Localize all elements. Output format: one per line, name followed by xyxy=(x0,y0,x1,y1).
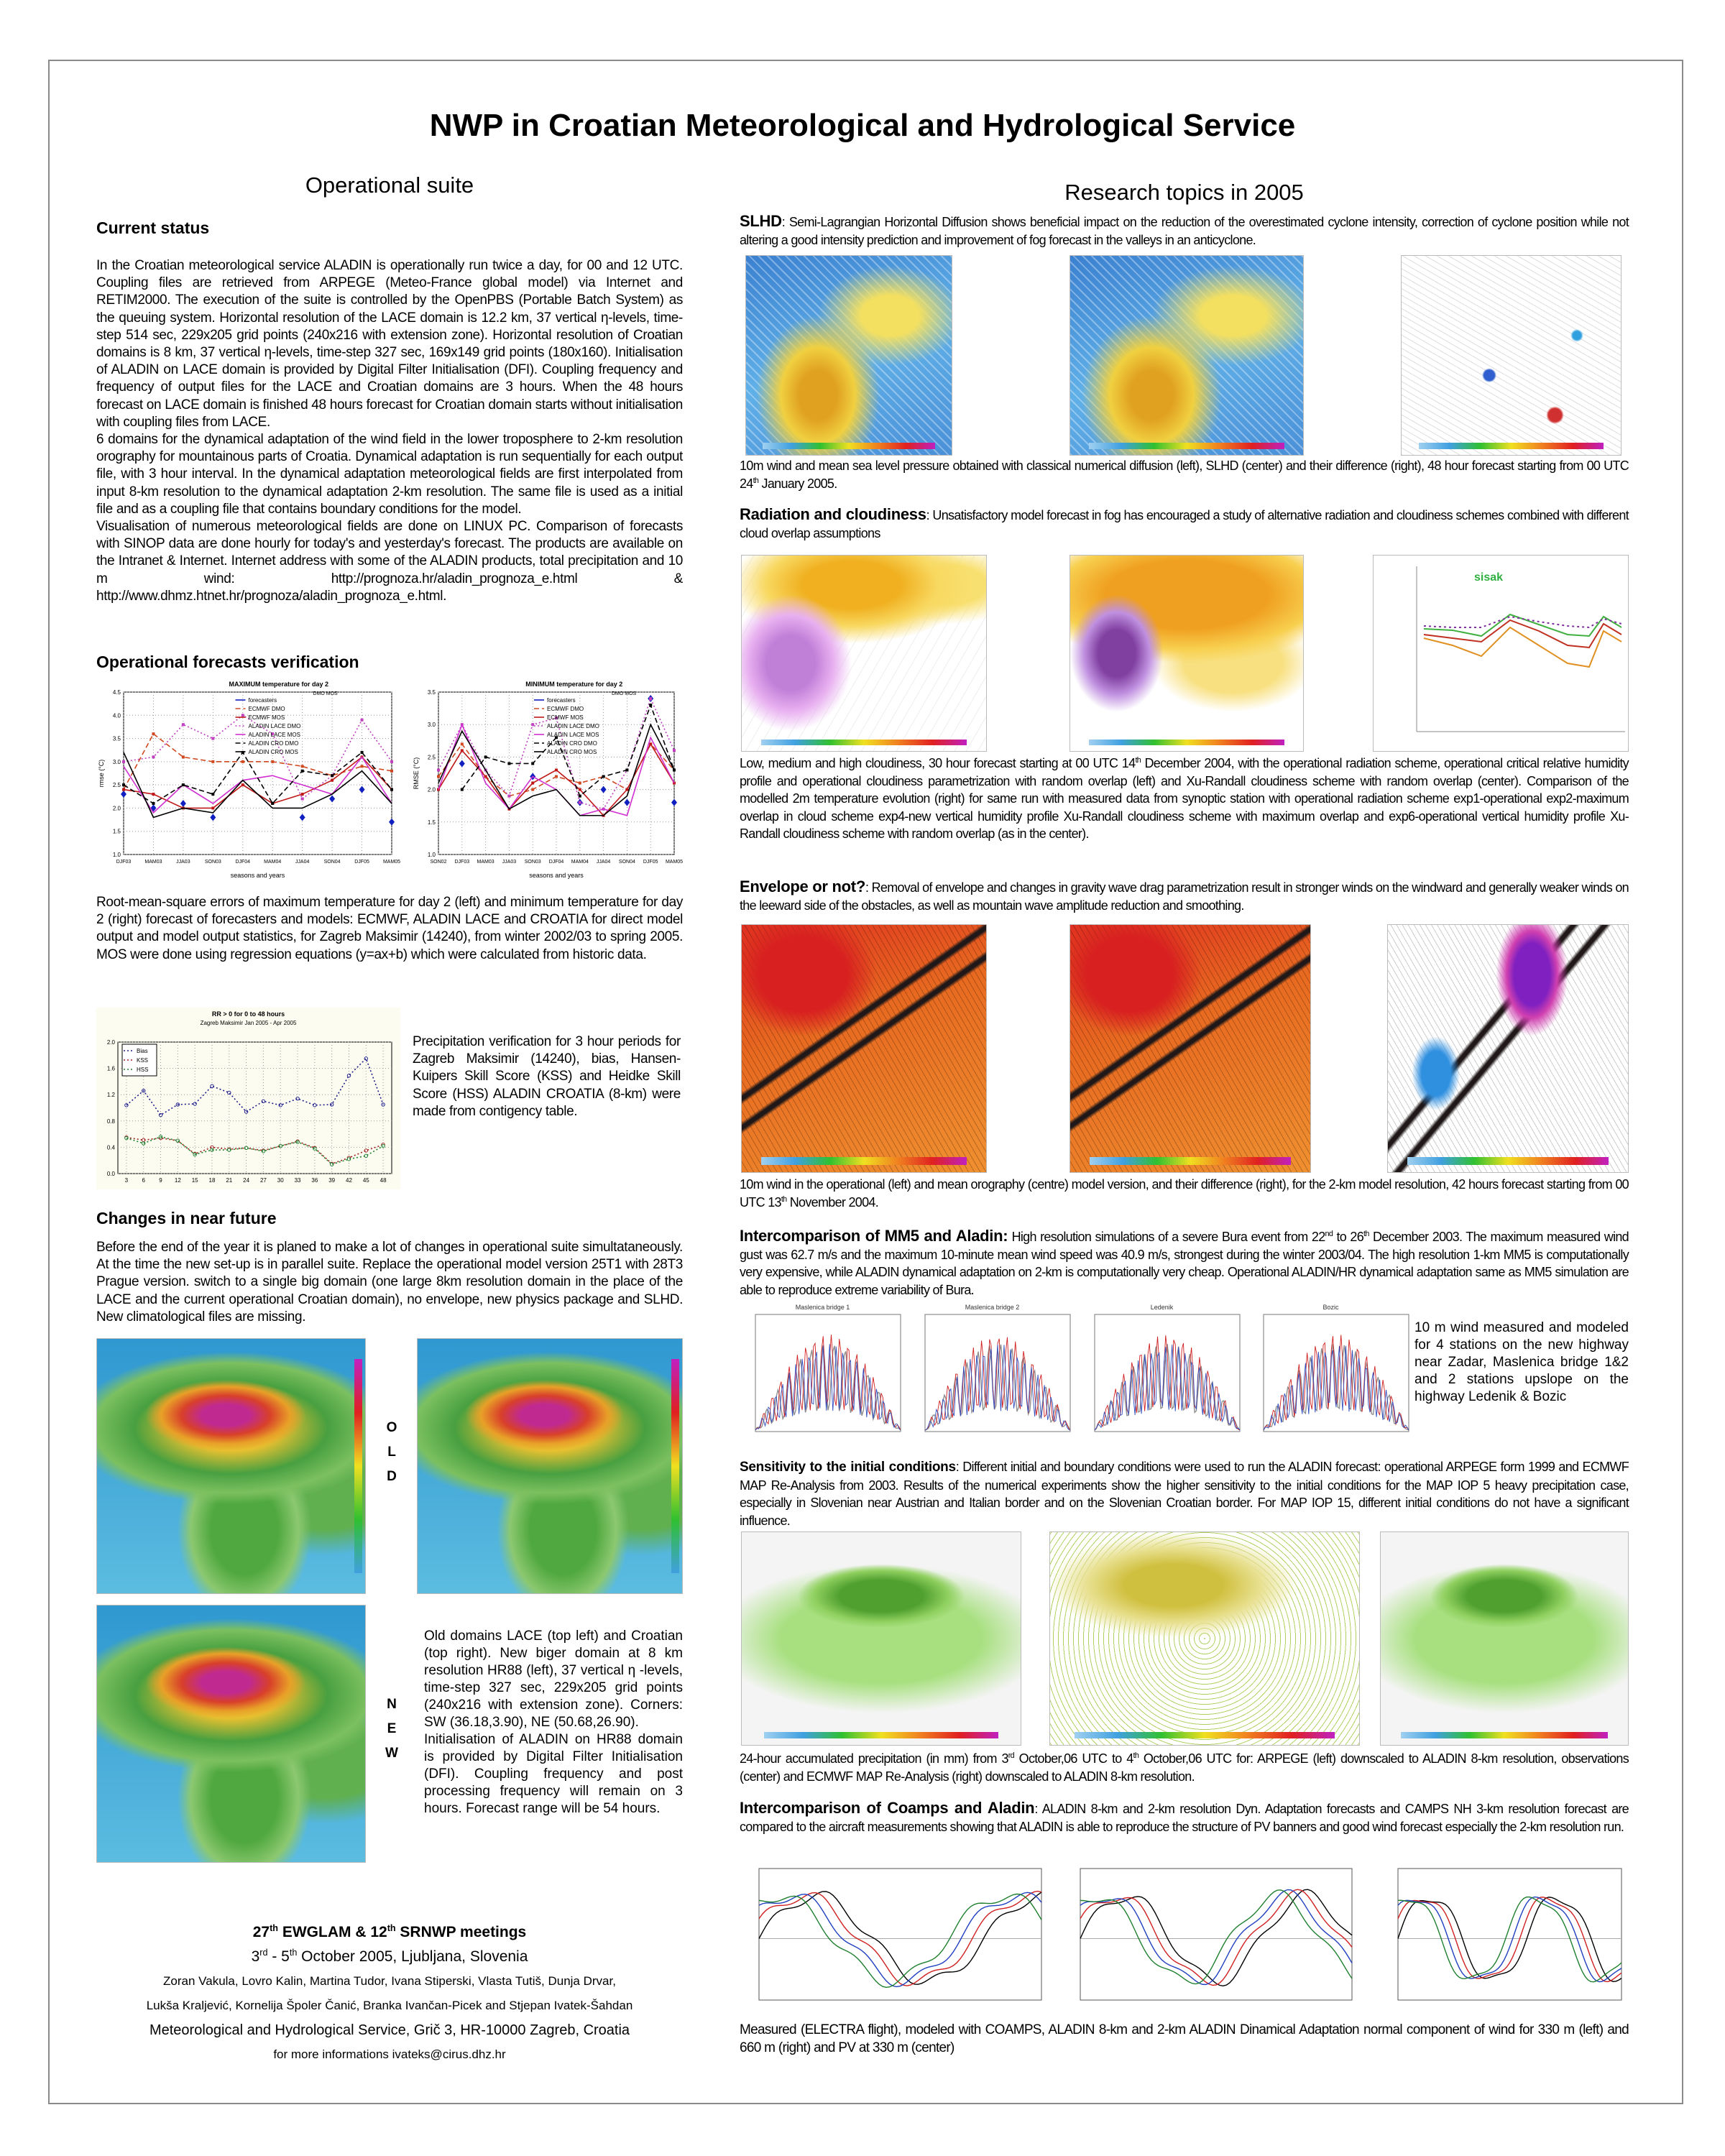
station-title: Maslenica bridge 1 xyxy=(795,1304,850,1311)
x-tick-label: MAM03 xyxy=(477,860,494,865)
rmse-caption: Root-mean-square errors of maximum temperature for day 2 (left) and minimum temperature for day 2 (right) forecast of forecasters and models: ECMWF, ALADIN LACE and CROATIA for direct model output and model output statistics, for Zagreb Maksimir (14240), from winter 2002/03 to spring 2005. MOS were done using regression equations (y=ax+b) which were calculated from historic data. xyxy=(96,895,683,962)
paragraph: In the Croatian meteorological service ALADIN is operationally run twice a day, for 00 and 12 UTC. Coupling files are retrieved from ARPEGE (Meteo-France global model) via Internet and RETIM2000. The execution of the suite is controlled by the OpenPBS (Portable Batch System) as the queuing system. Horizontal resolution of the LACE domain is 12.2 km, 37 vertical η-levels, time-step 514 sec, 229x205 grid points (240x216 with extension zone). Horizontal resolution of Croatian domains is 8 km, 37 vertical η-levels, time-step 327 sec, 169x149 grid points (180x160). Initialisation of ALADIN on LACE domain is provided by Digital Filter Initialisation (DFI). Coupling frequency and frequency of output files for the LACE and Croatian domains are 3 hours. When the 48 hours forecast on LACE domain is finished 48 hours forecast for Croatian domain starts without initialisation with coupling files from LACE. xyxy=(96,258,683,430)
research-topics-heading: Research topics in 2005 xyxy=(1064,180,1304,205)
x-tick-label: SON03 xyxy=(524,860,541,865)
poster-title: NWP in Croatian Meteorological and Hydrological Service xyxy=(429,108,1296,143)
chart-title: MINIMUM temperature for day 2 xyxy=(525,681,623,688)
data-point xyxy=(601,786,607,793)
chart-title: MAXIMUM temperature for day 2 xyxy=(229,681,329,688)
y-tick-label: 4.5 xyxy=(112,689,121,696)
data-point xyxy=(180,800,186,807)
plot-area xyxy=(1095,1314,1240,1432)
legend-label: ALADIN LACE DMO xyxy=(248,723,301,729)
data-point xyxy=(390,760,393,763)
wind-mean-orography-map xyxy=(1070,924,1311,1173)
precip-verification-svg xyxy=(96,1008,400,1189)
x-tick-label: 18 xyxy=(208,1177,216,1184)
x-tick-label: 24 xyxy=(243,1177,250,1184)
legend-header: DMO MOS xyxy=(313,691,338,696)
y-tick-label: 1.5 xyxy=(427,819,436,826)
x-tick-label: DJF04 xyxy=(548,860,564,865)
wind-operational-map xyxy=(741,924,987,1173)
y-tick-label: 2.0 xyxy=(427,786,436,793)
station-wind-chart xyxy=(911,1304,1074,1449)
x-tick-label: DJF03 xyxy=(454,860,470,865)
contact-email[interactable]: for more informations ivateks@cirus.dhz.hr xyxy=(273,2047,506,2061)
radiation-caption: Low, medium and high cloudiness, 30 hour forecast starting at 00 UTC 14th December 2004, with the operational radiation scheme, operational critical relative humidity profile and operational cloudiness parametrization with random overlap (left) and Xu-Randall cloudiness scheme with random overlap (center). Comparison of the modelled 2m temperature evolution (right) for same run with measured data from synoptic station with operational radiation scheme exp1-operational exp2-maximum overlap in cloud scheme exp4-new vertical humidity profile Xu-Randall cloudiness scheme with maximum overlap and exp6-operational vertical humidity profile Xu-Randall cloudiness scheme with random overlap (as in the center). xyxy=(740,756,1629,841)
x-tick-label: MAM05 xyxy=(382,860,400,865)
radiation-text: Radiation and cloudiness: Unsatisfactory model forecast in fog has encouraged a study of alternative radiation and cloudiness schemes combined with different cloud overlap assumptions xyxy=(740,505,1629,540)
legend-label: ECMWF DMO xyxy=(547,706,584,712)
paragraph: Visualisation of numerous meteorological fields are done on LINUX PC. Comparison of forecasts with SINOP data are done hourly for today's and yesterday's forecast. The products are available on the Intranet & Internet. Internet address with some of the ALADIN products, total precipitation and 10 m wind: http://prognoza.hr/aladin_prognoza_e.html & http://www.dhmz.htnet.hr/prognoza/aladin_prognoza_e.html. xyxy=(96,519,683,604)
y-tick-label: 1.5 xyxy=(112,828,121,835)
x-axis-label: seasons and years xyxy=(529,872,584,879)
station-title: Ledenik xyxy=(1150,1304,1174,1311)
data-point xyxy=(125,1104,128,1107)
legend-label: ALADIN CRO DMO xyxy=(547,740,597,747)
y-tick-label: 2.5 xyxy=(112,782,121,789)
y-tick-label: 1.0 xyxy=(112,852,121,858)
station-wind-chart xyxy=(741,1304,904,1449)
domains-caption: Old domains LACE (top left) and Croatian (top right). New biger domain at 8 km resolution HR88 (left), 37 vertical η -levels, time-step 327 sec, 229x205 grid points (240x216 with extension zone). Corners: SW (36.18,3.90), NE (50.68,26.90). Initialisation of ALADIN on HR88 domain is provided by Digital Filter Initialisation (DFI). Coupling frequency and post processing frequency will remain on 3 hours. Forecast range will be 54 hours. xyxy=(424,1628,683,1816)
data-point xyxy=(390,788,393,791)
x-tick-label: 33 xyxy=(294,1177,301,1184)
y-tick-label: 3.5 xyxy=(112,735,121,742)
envelope-text: Envelope or not?: Removal of envelope and changes in gravity wave drag parametrization result in stronger winds on the windward and generally weaker winds on the leeward side of the obstacles, as well as mountain wave amplitude reduction and smoothing. xyxy=(740,877,1629,913)
sensitivity-caption: 24-hour accumulated precipitation (in mm) from 3rd October,06 UTC to 4th October,06 UTC for: ARPEGE (left) downscaled to ALADIN 8-km resolution, observations (center) and ECMWF MAP Re-Analysis (right) downscaled to ALADIN 8-km resolution. xyxy=(740,1751,1629,1784)
hr88-domain-map xyxy=(96,1605,366,1863)
coamps-caption: Measured (ELECTRA flight), modeled with COAMPS, ALADIN 8-km and 2-km ALADIN Dinamical Adaptation normal component of wind for 330 m (left) and 660 m (right) and PV at 330 m (center) xyxy=(740,2022,1629,2055)
changes-text: Before the end of the year it is planed to make a lot of changes in operational suite simultataneously. At the time the new set-up is in parallel suite. Replace the operational model version 25T1 with 28T3 Prague version. switch to a single big domain (one large 8km resolution domain in the place of the LACE and the current operational Croatian domain), no envelope, new physics package and SLHD. New climatological files are missing. xyxy=(96,1240,683,1325)
x-tick-label: 9 xyxy=(159,1177,162,1184)
croatian-domain-map xyxy=(417,1338,683,1594)
x-tick-label: MAM05 xyxy=(665,860,683,865)
chart-subtitle: Zagreb Maksimir Jan 2005 - Apr 2005 xyxy=(200,1020,297,1026)
data-point xyxy=(382,1103,385,1106)
min-temp-rmse-svg xyxy=(411,679,683,883)
paragraph: 6 domains for the dynamical adaptation of the wind field in the lower troposphere to 2-km resolution orography for mountainous parts of Croatia. Dynamical adaptation is run sequentially for each output file, with 3 hour interval. In the dynamical adaptation meteorological fields are first interpolated from input 8-km resolution to the dynamical adaptation 2-km resolution. The same file is used as a initial file and as a coupling file that contains boundary conditions for the model. xyxy=(96,432,683,517)
slhd-text: SLHD: Semi-Lagrangian Horizontal Diffusion shows beneficial impact on the reduction of the overestimated cyclone intensity, correction of cyclone position while not altering a good intensity prediction and improvement of fog forecast in the valleys in an anticyclone. xyxy=(740,212,1629,247)
slhd-caption: 10m wind and mean sea level pressure obtained with classical numerical diffusion (left), SLHD (center) and their difference (right), 48 hour forecast starting from 00 UTC 24th January 2005. xyxy=(740,459,1629,491)
y-tick-label: 1.0 xyxy=(427,852,436,858)
y-tick-label: 1.6 xyxy=(106,1065,115,1072)
x-tick-label: DJF05 xyxy=(643,860,658,865)
y-tick-label: 3.5 xyxy=(427,689,436,696)
x-tick-label: 45 xyxy=(362,1177,369,1184)
legend-label: KSS xyxy=(137,1057,149,1064)
new-label: N E W xyxy=(385,1697,398,1761)
series-line-kss xyxy=(126,1138,383,1164)
series-line-hss xyxy=(126,1137,383,1164)
current-status-text xyxy=(96,257,683,605)
series-line-aladin-cro-dmo xyxy=(124,752,392,803)
wind-difference-map xyxy=(1387,924,1629,1173)
series-line-bias xyxy=(126,1059,383,1115)
x-tick-label: 39 xyxy=(328,1177,336,1184)
station-wind-caption: 10 m wind measured and modeled for 4 stations on the new highway near Zadar, Maslenica bridge 1&2 and 2 stations upslope on the highway Ledenik & Bozic xyxy=(1414,1320,1629,1404)
x-tick-label: DJF03 xyxy=(116,860,132,865)
legend-label: ECMWF MOS xyxy=(547,714,584,721)
x-tick-label: SON04 xyxy=(618,860,635,865)
x-tick-label: JJA04 xyxy=(295,860,310,865)
y-tick-label: 4.0 xyxy=(112,712,121,719)
y-tick-label: 0.0 xyxy=(106,1171,115,1177)
temperature-lines xyxy=(1374,556,1629,752)
meeting-date: 3rd - 5th October 2005, Ljubljana, Slovenia xyxy=(251,1948,528,1965)
x-tick-label: 12 xyxy=(174,1177,181,1184)
max-temp-rmse-chart xyxy=(96,679,400,883)
old-label: O L D xyxy=(386,1420,397,1484)
station-title: Bozic xyxy=(1322,1304,1339,1311)
legend-header: DMO MOS xyxy=(612,691,637,696)
x-tick-label: DJF05 xyxy=(354,860,369,865)
authors-line-1: Zoran Vakula, Lovro Kalin, Martina Tudor, Ivana Stiperski, Vlasta Tutiš, Dunja Drvar, xyxy=(163,1974,616,1988)
y-axis-label: RMSE (°C) xyxy=(413,757,420,790)
legend-label: ECMWF MOS xyxy=(248,714,285,721)
current-status-heading: Current status xyxy=(96,218,210,237)
envelope-caption: 10m wind in the operational (left) and mean orography (centre) model version, and their difference (right), for the 2-km model resolution, 42 hours forecast starting from 00 UTC 13th November 2004. xyxy=(740,1177,1629,1210)
x-tick-label: MAM03 xyxy=(144,860,162,865)
min-temp-rmse-chart xyxy=(411,679,683,883)
ecmwf-precip-map xyxy=(1380,1531,1629,1746)
data-point xyxy=(329,796,335,803)
data-point xyxy=(359,786,365,793)
x-tick-label: SON03 xyxy=(204,860,221,865)
legend-label: ALADIN CRO MOS xyxy=(248,749,298,755)
coamps-text: Intercomparison of Coamps and Aladin: ALADIN 8-km and 2-km resolution Dyn. Adaptation forecasts and CAMPS NH 3-km resolution forecast are compared to the aircraft measurements showing that ALADIN is able to reproduce the structure of PV banners and good wind forecast especially the 2-km resolution run. xyxy=(740,1799,1629,1834)
changes-heading: Changes in near future xyxy=(96,1209,277,1227)
precip-verification-chart xyxy=(96,1008,400,1189)
y-tick-label: 2.0 xyxy=(112,805,121,812)
station-wind-chart xyxy=(1249,1304,1412,1449)
slhd-difference-map xyxy=(1401,255,1622,456)
data-point xyxy=(121,791,126,798)
authors-line-2: Lukša Kraljević, Kornelija Špoler Čanić, Branka Ivančan-Picek and Stjepan Ivatek-Šahdan xyxy=(146,1999,633,2012)
data-point xyxy=(624,799,630,806)
data-point xyxy=(671,799,677,806)
verification-heading: Operational forecasts verification xyxy=(96,653,359,671)
pv-330m-chart xyxy=(1062,1863,1359,2014)
mm5-text: Intercomparison of MM5 and Aladin: High resolution simulations of a severe Bura event from 22nd to 26th December 2003. The maximum measured wind gust was 62.7 m/s and the maximum 10-minute mean wind speed was 40.9 m/s, strongest during the winter 2003/04. The high resolution 1-km MM5 is computationally very expensive, while ALADIN dynamical adaptation on 2-km is computationally very cheap. Operational ALADIN/HR dynamical adaptation same as MM5 simulation are able to reproduce extreme variability of Bura. xyxy=(740,1227,1629,1297)
sensitivity-text: Sensitivity to the initial conditions: Different initial and boundary conditions were used to run the ALADIN forecast: operational ARPEGE form 1999 and ECMWF MAP Re-Analysis from 2003. Results of the numerical experiments show the higher sensitivity to the initial conditions for the MAP IOP 5 heavy precipitation case, especially in Slovenian near Austrian and Italian border and on the Slovenian Croatian border. For MAP IOP 15, different initial conditions do not have a significant influence. xyxy=(740,1460,1629,1528)
operational-suite-heading: Operational suite xyxy=(305,172,474,198)
affiliation: Meteorological and Hydrological Service, Grič 3, HR-10000 Zagreb, Croatia xyxy=(149,2022,630,2038)
legend-label: ALADIN CRO MOS xyxy=(547,749,597,755)
legend-label: ALADIN LACE DMO xyxy=(547,723,599,729)
x-tick-label: 42 xyxy=(346,1177,352,1184)
x-tick-label: SON02 xyxy=(430,860,447,865)
arpege-precip-map xyxy=(741,1531,1021,1746)
y-tick-label: 1.2 xyxy=(106,1092,115,1099)
x-axis-label: seasons and years xyxy=(230,872,285,879)
legend-label: HSS xyxy=(137,1067,149,1073)
x-tick-label: MAM04 xyxy=(264,860,282,865)
cloudiness-operational-map xyxy=(741,555,987,752)
observed-precip-map xyxy=(1049,1531,1360,1746)
x-tick-label: 3 xyxy=(124,1177,129,1184)
x-tick-label: 15 xyxy=(191,1177,198,1184)
y-tick-label: 0.8 xyxy=(106,1118,115,1125)
x-tick-label: 6 xyxy=(142,1177,145,1184)
legend-label: forecasters xyxy=(248,697,277,704)
y-axis-label: rmse (°C) xyxy=(98,759,105,788)
data-point xyxy=(361,765,364,768)
plot-area xyxy=(118,1042,392,1174)
legend-label: Bias xyxy=(137,1048,148,1054)
data-point xyxy=(210,814,216,821)
y-tick-label: 3.0 xyxy=(427,722,436,729)
wind-330m-chart xyxy=(741,1863,1049,2014)
wind-660m-chart xyxy=(1380,1863,1629,2014)
x-tick-label: JJA03 xyxy=(502,860,517,865)
temperature-evolution-chart xyxy=(1373,555,1629,752)
max-temp-rmse-svg xyxy=(96,679,400,883)
plot-area xyxy=(759,1869,1041,2000)
x-tick-label: 36 xyxy=(311,1177,318,1184)
legend-label: ECMWF DMO xyxy=(248,706,285,712)
meeting-name: 27th EWGLAM & 12th SRNWP meetings xyxy=(252,1923,527,1940)
x-tick-label: 30 xyxy=(277,1177,284,1184)
legend-label: forecasters xyxy=(547,697,576,704)
precip-caption: Precipitation verification for 3 hour periods for Zagreb Maksimir (14240), bias, Hansen-Kuipers Skill Score (KSS) and Heidke Skill Score (HSS) ALADIN CROATIA (8-km) were made from contigency table. xyxy=(413,1034,681,1119)
data-point xyxy=(300,814,305,821)
slhd-classical-map xyxy=(745,255,952,456)
x-tick-label: DJF04 xyxy=(235,860,251,865)
y-tick-label: 0.4 xyxy=(106,1144,115,1151)
x-tick-label: MAM04 xyxy=(571,860,589,865)
data-point xyxy=(459,760,465,767)
y-tick-label: 2.0 xyxy=(106,1039,115,1046)
x-tick-label: 27 xyxy=(259,1177,267,1184)
legend-label: ALADIN CRO DMO xyxy=(248,740,299,747)
chart-title: RR > 0 for 0 to 48 hours xyxy=(211,1010,285,1018)
station-wind-chart xyxy=(1080,1304,1243,1449)
station-label: sisak xyxy=(1474,571,1504,584)
data-point xyxy=(176,1139,179,1142)
slhd-map xyxy=(1070,255,1304,456)
footer xyxy=(96,1920,683,2067)
y-tick-label: 2.5 xyxy=(427,754,436,761)
x-tick-label: 48 xyxy=(380,1177,387,1184)
x-tick-label: JJA04 xyxy=(596,860,611,865)
series-line-ecmwf-mos xyxy=(124,757,392,808)
cloudiness-xu-randall-map xyxy=(1070,555,1304,752)
data-point xyxy=(389,819,395,826)
legend-label: ALADIN LACE MOS xyxy=(248,732,300,738)
plot-area xyxy=(1080,1869,1352,2000)
x-tick-label: 21 xyxy=(226,1177,233,1184)
x-tick-label: JJA03 xyxy=(176,860,190,865)
station-title: Maslenica bridge 2 xyxy=(965,1304,1020,1311)
x-tick-label: SON04 xyxy=(323,860,341,865)
y-tick-label: 3.0 xyxy=(112,758,121,765)
legend-label: ALADIN LACE MOS xyxy=(547,732,599,738)
lace-domain-map xyxy=(96,1338,366,1594)
